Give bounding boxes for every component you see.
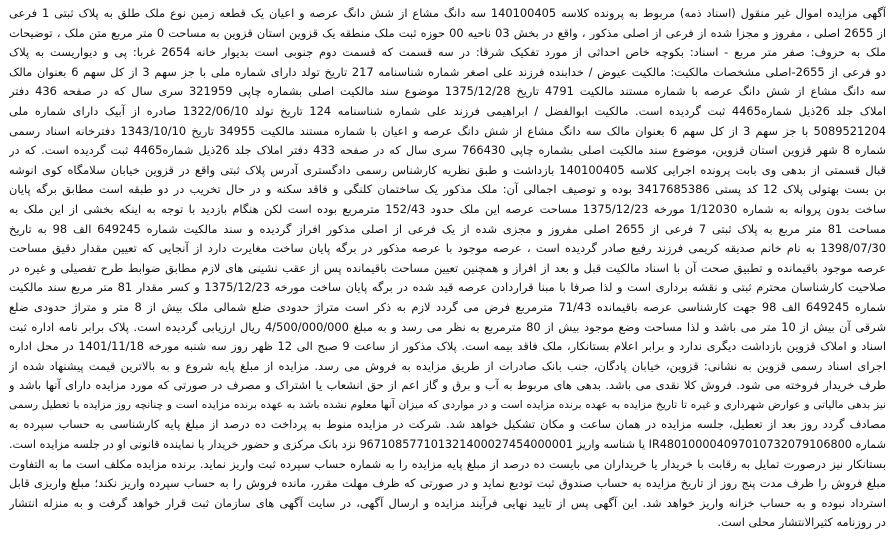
notice-line-23: شماره IR480100004097010732079106800 یا شناسه واریز 967108577101321400027454000001 نزد بانک مرکزی و حضور خریدار یا نماینده قانونی او در جلسه مزایده است. <box>9 438 886 452</box>
notice-line-26: استرداد نبوده و به حساب خزانه واریز خواهد شد. این آگهی پس از تایید نهایی فرآیند مزایده و ارسال آگهی، در سایت آگهی های سازمان ثبت قرار خواهد گرفت و به منزله انتشار <box>9 495 886 510</box>
notice-line-16: شماره 649245 الف 98 جهت کارشناسی عرصه باقیمانده 71/43 مترمربع فرض می گردد لازم به ذکر است متراژ حدودی ضلع شمالی ملک بیش از 8 متر و متراژ حدودی ضلع <box>9 299 886 314</box>
notice-line-5: سه دانگ مشاع از شش دانگ عرصه با شماره مستند مالکیت 4791 تاریخ 1375/12/28 موضوع سند مالکیت اصلی بشماره چاپی 321959 سری سال که در صفحه 436 دفتر <box>9 84 886 99</box>
notice-line-18: اسناد و املاک قزوین بازداشت دیگری ندارد و برابر اعلام بستانکار، ملک فاقد بیمه است. پلاک مذکور از ساعت 9 صبح الی 12 ظهر روز سه شنبه مورخه 1401/11/18 در محل اداره <box>9 339 886 354</box>
notice-line-24: بستانکار نیز درصورت تمایل به رقابت با خریدار یا خریداران می بایست ده درصد از مبلغ پایه مزایده را به شماره حساب سپرده ثبت واریز نماید. برنده مزایده مکلف است ما به التفاوت <box>9 456 886 471</box>
notice-line-9: قبال قسمتی از بدهی وی بابت پرونده اجرایی کلاسه 140100405 بازداشت و طبق نظریه کارشناس رسمی دادگستری آدرس پلاک ثبتی واقع در قزوین خیابان سلامگاه کوی انوشه <box>9 162 886 177</box>
notice-line-14: عرصه موجود باقیمانده و تطبیق صحت آن با اسناد مالکیت قبل و بعد از افراز و همچنین تعیین مساحت باقیمانده پس از عقب نشینی های لازم مطابق ضوابط طرح تفصیلی و غیره در <box>9 260 886 275</box>
notice-line-10: بن بست بهتولی پلاک 12 کد پستی 3417685386 بوده و توصیف اجمالی آن: ملک مذکور یک ساختمان کلنگی و فاقد سکنه و در حال تخریب در دو طبقه است مطابق برگه پایان <box>9 182 886 197</box>
notice-line-2: از 2655 اصلی ، مفروز و مجزا شده از فرعی از اصلی مذکور ، واقع در بخش 03 ناحیه 00 حوزه ثبت ملک منطقه یک قزوین استان قزوین به مساحت 0 متر مربع متن ملک ، توضیحات <box>9 25 886 40</box>
notice-line-7: 5089521204 با جز سهم 3 از کل سهم 6 بعنوان مالک سه دانگ مشاع از شش دانگ عرصه و اعیان با شماره مستند مالکیت 34955 تاریخ 1343/10/10 دفترخانه اسناد رسمی <box>9 123 886 138</box>
notice-line-4: دو فرعی از 2655-اصلی مشخصات مالکیت: مالکیت عیوض / خدابنده فرزند علی اصغر شماره شناسنامه 217 تاریخ تولد دارای شماره ملی با جز سهم 3 از کل سهم 6 بعنوان مالک <box>9 64 886 79</box>
notice-line-27: در روزنامه کثیرالانتشار محلی است. <box>717 515 886 530</box>
notice-line-11: ساخت بدون پروانه به شماره 1/12030 مورخه 1375/12/23 مساحت عرصه این ملک حدود 152/43 مترمربع بوده است لکن هنگام بازدید با توجه به اینکه بخشی از این ملک به <box>9 201 886 216</box>
notice-line-13: 1398/07/30 به نام خانم صدیقه کریمی فرزند رفیع صادر گردیده است ، عرصه موجود با عرصه مذکور در برگه پایان ساخت مغایرت دارد از آنجایی که تعیین مقدار دقیق مساحت <box>9 241 886 256</box>
notice-line-25: مبلغ فروش را ظرف مدت پنج روز از تاریخ مزایده به حساب صندوق ثبت تودیع نماید و در صورتی که ظرف مهلت مقرر، مانده فروش را به حساب سپرده واریز نکند؛ مبلغ واریزی قابل <box>9 476 886 491</box>
notice-line-19: اجرای اسناد رسمی قزوین به نشانی: قزوین، خیابان پادگان، جنب بانک صادرات از طریق مزایده به فروش می رسد. مزایده از مبلغ پایه شروع و به بالاترین قیمت پیشنهاد شده از <box>9 358 886 373</box>
notice-line-6: املاک جلد 26ذیل شماره4465 ثبت گردیده است. مالکیت ابوالفضل / ابراهیمی فرزند علی شماره شناسنامه 124 تاریخ تولد 1322/06/10 صادره از آبیک دارای شماره ملی <box>9 103 886 118</box>
notice-line-20: طرف خریدار فروخته می شود. فروش کلا نقدی می باشد. بدهی های مربوط به آب و برق و گاز اعم از حق انشعاب یا اشتراک و مصرف در صورتی که مورد مزایده دارای آنها باشد و <box>9 378 886 393</box>
notice-line-12: مساحت 81 متر مربع به پلاک ثبتی 7 فرعی از 2655 اصلی مفروز و مجزی شده از یک فرعی از اصلی مذکور افراز گردیده و سند مالکیت شماره 649245 الف 98 به تاریخ <box>9 221 886 236</box>
notice-line-1: آگهی مزایده اموال غیر منقول (اسناد ذمه) مربوط به پرونده کلاسه 140100405 سه دانگ مشاع از شش دانگ عرصه و اعیان یک قطعه زمین نوع ملک طلق به پلاک ثبتی 1 فرعی <box>9 6 886 20</box>
notice-line-22: مصادف گردد روز بعد از تعطیل، جلسه مزایده در همان ساعت و مکان تشکیل خواهد شد. شرکت در مزایده منوط به پرداخت ده درصد از مبلغ پایه کارشناسی به حساب سپرده به <box>9 417 886 432</box>
notice-line-8: شماره 8 شهر قزوین استان قزوین، موضوع سند مالکیت اصلی بشماره چاپی 766430 سری سال که در صفحه 433 دفتر املاک جلد 26ذیل شماره4465 ثبت گردیده است. که در <box>9 143 886 158</box>
notice-line-17: شرقی آن بیش از 10 متر می باشد و لذا مساحت وضع موجود بیش از 80 مترمربع به نظر می رسد و به مبلغ 4/500/000/000 ریال ارزیابی گردیده است. پلاک برابر نامه اداره ثبت <box>9 319 886 334</box>
notice-line-3: ملک به حروف: صفر متر مربع - اسناد: بکوچه خاص احداثی از مورد تفکیک شرقا: در سه قسمت که قسمت دوم جنوبی است بدیوار خانه 2654 غربا: پی و دیواریست به پلاک <box>9 45 886 60</box>
notice-line-21: نیز بدهی مالیاتی و عوارض شهرداری و غیره تا تاریخ مزایده به عهده برنده مزایده است و در مواردی که میزان آنها معلوم نشده باشد به عهده برنده مزایده است و چنانچه روز مزایده با تعطیل رسمی <box>9 398 886 411</box>
notice-line-15: صلاحیت کارشناسان محترم ثبتی و نقشه برداری است و لذا صرفا با مبنا قراردادن عرصه قید شده در برگه پایان ساخت مورخه 1375/12/23 و کسر مقدار 81 متر مربع سند مالکیت <box>9 280 886 295</box>
